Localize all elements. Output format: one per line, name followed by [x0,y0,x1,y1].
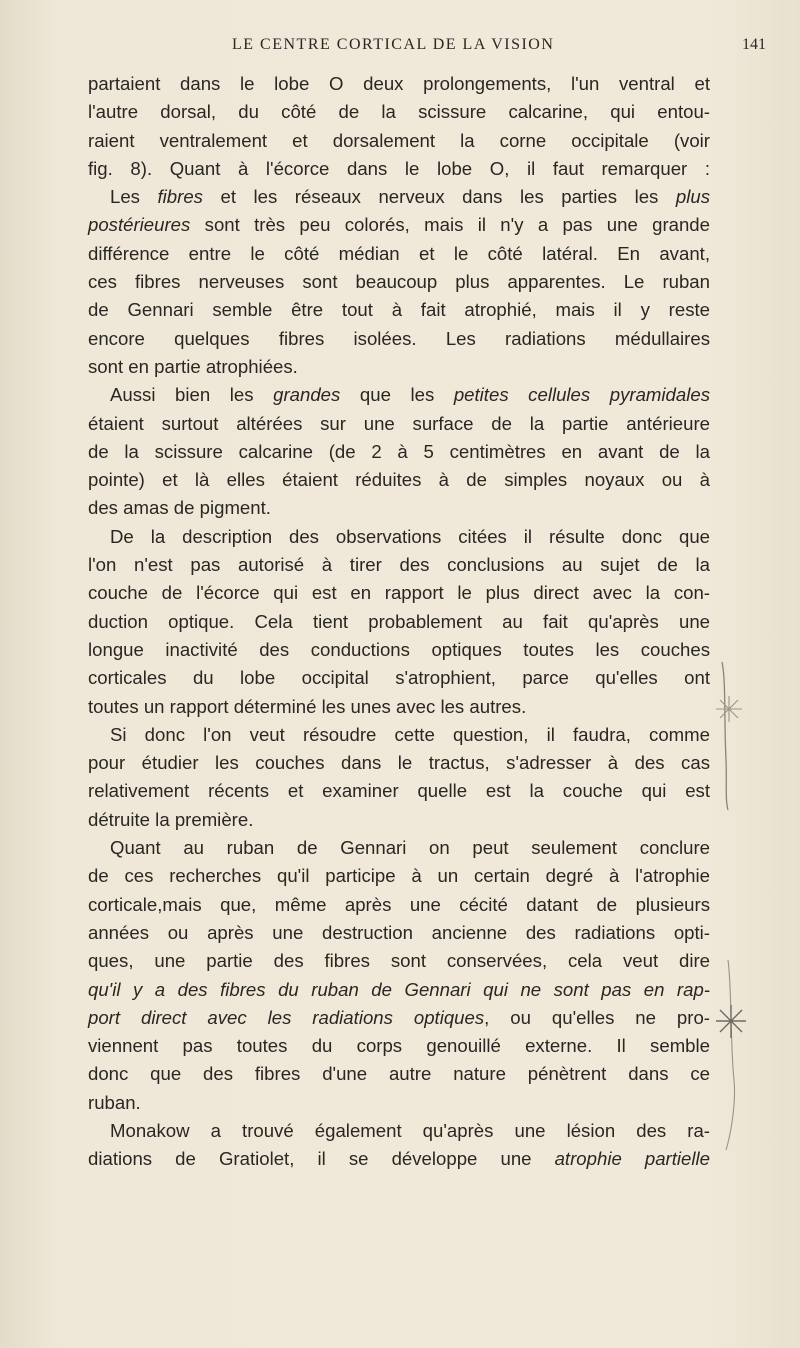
margin-asterisk-mark-upper [716,696,742,722]
text-line [88,325,710,353]
text-run: Si donc l'on veut résoudre cette question, il faudra, comme [110,723,710,745]
text-line [88,664,710,692]
text-run: raient ventralement et dorsalement la corne occipitale (voir [88,129,710,151]
text-run: sont très peu colorés, mais il n'y a pas une grande [190,214,710,236]
text-line [88,919,710,947]
text-run: duction optique. Cela tient probablement au fait qu'après une [88,610,710,632]
text-run: encore quelques fibres isolées. Les radiations médullaires [88,327,710,349]
text-run: viennent pas toutes du corps genouillé externe. Il semble [88,1035,710,1057]
text-run: années ou après une destruction ancienne des radiations opti- [88,921,710,943]
text-line [88,721,710,749]
text-run: donc que des fibres d'une autre nature pénètrent dans ce [88,1063,710,1085]
text-line [88,98,710,126]
text-line [88,608,710,636]
text-line [88,777,710,805]
text-line [88,211,710,239]
text-line [88,1089,710,1117]
text-line [88,466,710,494]
text-line [88,579,710,607]
text-run: Les [110,186,158,208]
text-run: couche de l'écorce qui est en rapport le plus direct avec la con- [88,582,710,604]
running-head [0,36,800,60]
text-line [88,240,710,268]
text-run: partaient dans le lobe O deux prolongements, l'un ventral et [88,73,710,94]
text-line [88,1145,710,1173]
text-line [88,1117,710,1145]
text-line [88,551,710,579]
text-run: relativement récents et examiner quelle est la couche qui est [88,780,710,802]
text-run: l'autre dorsal, du côté de la scissure calcarine, qui entou- [88,101,710,123]
text-run: que les [340,384,454,406]
text-run: de la scissure calcarine (de 2 à 5 centimètres en avant de la [88,440,710,462]
text-line [88,410,710,438]
text-line [88,268,710,296]
text-line [88,296,710,324]
margin-bracket-mark-lower [726,960,735,1150]
margin-asterisk-mark-lower [716,1005,746,1038]
text-line [88,438,710,466]
italic-text: qu'il y a des fibres du ruban de Gennari qui ne sont pas en rap- [88,978,710,1000]
text-run: pointe) et là elles étaient réduites à de simples noyaux ou à [88,469,710,491]
text-line [88,636,710,664]
text-run: pour étudier les couches dans le tractus, s'adresser à des cas [88,752,710,774]
text-run: ques, une partie des fibres sont conservées, cela veut dire [88,950,710,972]
text-run: sont en partie atrophiées. [88,355,298,377]
text-run: l'on n'est pas autorisé à tirer des conclusions au sujet de la [88,554,710,576]
text-run: longue inactivité des conductions optiques toutes les couches [88,638,710,660]
text-line [88,1060,710,1088]
text-line [88,183,710,211]
text-run: fig. 8). Quant à l'écorce dans le lobe O, il faut remarquer : [88,157,710,179]
text-line [88,523,710,551]
text-run: ruban. [88,1091,141,1113]
italic-text: petites cellules pyramidales [453,384,711,406]
text-run: Aussi bien les [110,384,274,406]
text-run: des amas de pigment. [88,497,271,519]
text-run: détruite la première. [88,808,254,830]
text-line [88,862,710,890]
text-run: diations de Gratiolet, il se développe une [88,1148,555,1170]
text-line [88,1004,710,1032]
text-run: Monakow a trouvé également qu'après une lésion des ra- [110,1119,710,1141]
text-run: corticale,mais que, même après une cécité datant de plusieurs [88,893,710,915]
text-line [88,976,710,1004]
running-title: LE CENTRE CORTICAL DE LA VISION [232,36,555,53]
text-line [88,494,710,522]
italic-text: grandes [273,384,341,406]
text-run: étaient surtout altérées sur une surface de la partie antérieure [88,412,710,434]
margin-pencil-marks [712,660,792,1160]
text-line [88,353,710,381]
text-line [88,947,710,975]
text-run: Quant au ruban de Gennari on peut seulement conclure [110,837,710,859]
margin-bracket-mark [722,662,728,810]
text-line [88,891,710,919]
text-run: de ces recherches qu'il participe à un certain degré à l'atrophie [88,865,710,887]
italic-text: fibres [157,186,203,208]
italic-text: atrophie partielle [554,1148,710,1170]
italic-text: postérieures [88,214,191,236]
page-number: 141 [742,36,766,53]
text-line [88,1032,710,1060]
italic-text: port direct avec les radiations optiques [88,1006,485,1028]
text-run: corticales du lobe occipital s'atrophient, parce qu'elles ont [88,667,710,689]
text-run: et les réseaux nerveux dans les parties les [202,186,676,208]
text-line [88,127,710,155]
italic-text: plus [675,186,710,208]
text-line [88,381,710,409]
text-run: De la description des observations citées il résulte donc que [110,525,710,547]
text-line [88,70,710,98]
text-line [88,693,710,721]
text-line [88,155,710,183]
text-run: différence entre le côté médian et le côté latéral. En avant, [88,242,710,264]
text-line [88,806,710,834]
text-run: toutes un rapport déterminé les unes avec les autres. [88,695,527,717]
body-text [88,70,710,1174]
text-line [88,749,710,777]
text-run: de Gennari semble être tout à fait atrophié, mais il y reste [88,299,710,321]
text-run: , ou qu'elles ne pro- [484,1006,710,1028]
text-run: ces fibres nerveuses sont beaucoup plus apparentes. Le ruban [88,271,710,293]
text-line [88,834,710,862]
